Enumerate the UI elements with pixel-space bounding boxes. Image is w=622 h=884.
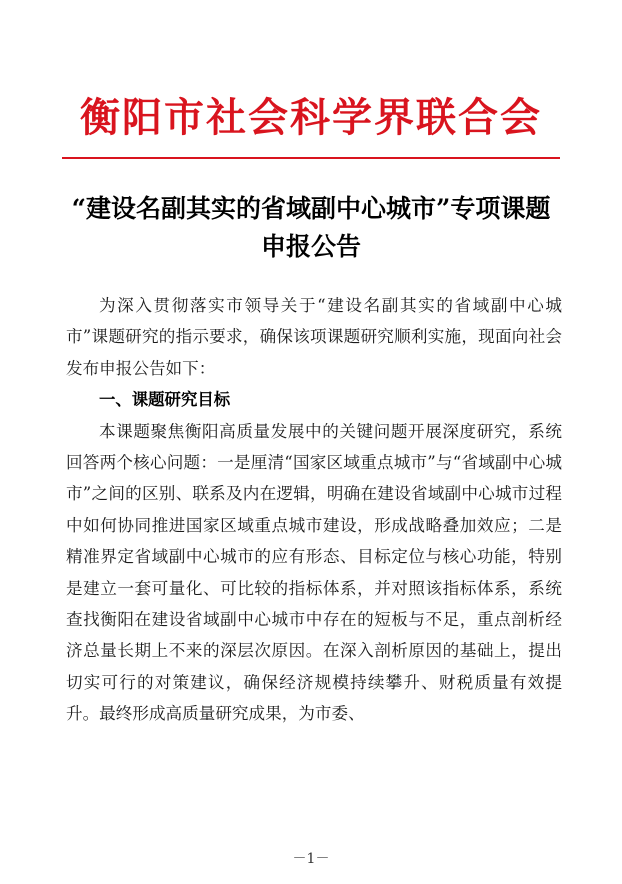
page-number: －1－	[292, 851, 330, 867]
document-body	[66, 290, 562, 730]
announcement-title-line2: 申报公告	[260, 232, 361, 261]
section-paragraph-objectives: 本课题聚焦衡阳高质量发展中的关键问题开展深度研究，系统回答两个核心问题：一是厘清“国家区域重点城市”与“省域副中心城市”之间的区别、联系及内在逻辑，明确在建设省域副中心城市过程中如何协同推进国家区域重点城市建设，形成战略叠加效应；二是精准界定省域副中心城市的应有形态、目标定位与核心功能，特别是建立一套可量化、可比较的指标体系，并对照该指标体系，系统查找衡阳在建设省域副中心城市中存在的短板与不足，重点剖析经济总量长期上不来的深层次原因。在深入剖析原因的基础上，提出切实可行的对策建议，确保经济规模持续攀升、财税质量有效提升。最终形成高质量研究成果，为市委、	[66, 421, 562, 724]
intro-paragraph: 为深入贯彻落实市领导关于“建设名副其实的省域副中心城市”课题研究的指示要求，确保该项课题研究顺利实施，现面向社会发布申报公告如下：	[66, 296, 562, 378]
header-red-rule	[62, 157, 560, 159]
announcement-title	[60, 190, 562, 266]
section-heading-objectives: 一、课题研究目标	[99, 390, 231, 410]
organization-header: 衡阳市社会科学界联合会	[80, 94, 542, 141]
announcement-title-line1: “建设名副其实的省域副中心城市”专项课题	[71, 194, 551, 223]
